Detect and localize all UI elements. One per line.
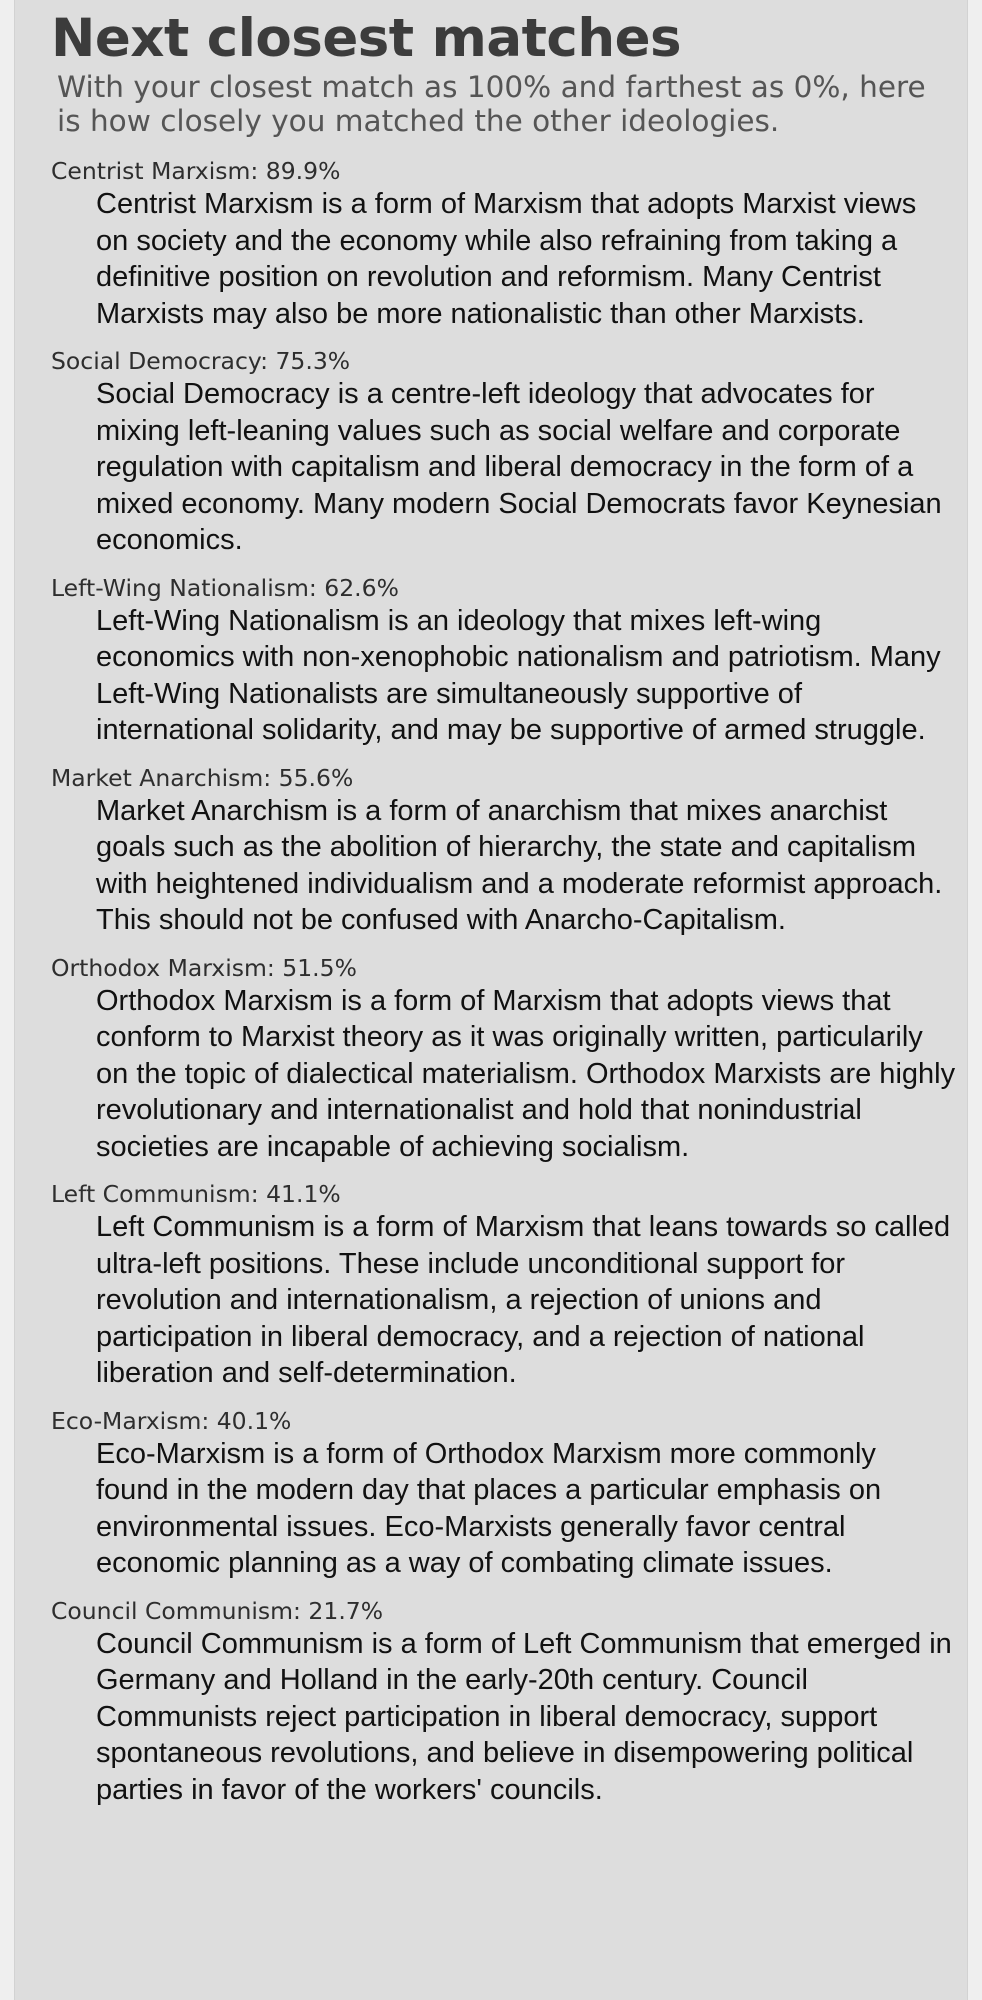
match-item-centrist-marxism (51, 156, 951, 332)
results-content (51, 8, 956, 1822)
match-description: Council Communism is a form of Left Communism that emerged in Germany and Holland in the early-20th century. Council Communists reject participation in liberal democracy, support spontaneous revolutions, and believe in disempowering political parties in favor of the workers' councils. (96, 1627, 952, 1806)
match-item-eco-marxism (51, 1406, 951, 1582)
match-description: Orthodox Marxism is a form of Marxism that adopts views that conform to Marxist theory as it was originally written, particularily on the topic of dialectical materialism. Orthodox Marxists are highly revolutionary and internationalist and hold that nonindustrial societies are incapable of achieving socialism. (96, 984, 956, 1163)
match-item-left-wing-nationalism (51, 573, 951, 749)
match-item-social-democracy (51, 346, 951, 559)
match-item-market-anarchism (51, 763, 951, 939)
match-item-council-communism (51, 1596, 951, 1809)
match-description: Left Communism is a form of Marxism that leans towards so called ultra-left positions. These include unconditional support for revolution and internationalism, a rejection of unions and participation in liberal democracy, and a rejection of national liberation and self-determination. (96, 1211, 951, 1389)
match-heading: Centrist Marxism: 89.9% (51, 157, 341, 185)
match-description: Centrist Marxism is a form of Marxism that adopts Marxist views on society and the economy while also refraining from taking a definitive position on revolution and reformism. Many Centrist Marxists may also be more nationalistic than other Marxists. (96, 188, 917, 330)
match-heading: Market Anarchism: 55.6% (51, 763, 354, 792)
match-description: Social Democracy is a centre-left ideology that advocates for mixing left-leaning values such as social welfare and corporate regulation with capitalism and liberal democracy in the form of a mixed economy. Many modern Social Democrats favor Keynesian economics. (96, 378, 942, 556)
match-item-left-communism (51, 1179, 951, 1392)
match-list (51, 156, 956, 1808)
match-heading: Left Communism: 41.1% (51, 1180, 341, 1208)
match-heading: Eco-Marxism: 40.1% (51, 1406, 292, 1435)
match-description: Left-Wing Nationalism is an ideology that mixes left-wing economics with non-xenophobic nationalism and patriotism. Many Left-Wing Nationalists are simultaneously supportive of international solidarity, and may be supportive of armed struggle. (96, 604, 941, 746)
match-heading: Council Communism: 21.7% (51, 1596, 384, 1625)
match-heading: Left-Wing Nationalism: 62.6% (51, 573, 399, 602)
results-panel (14, 0, 968, 2000)
page-title: Next closest matches (51, 8, 682, 69)
page-subtitle: With your closest match as 100% and farthest as 0%, here is how closely you matched the other ideologies. (57, 70, 926, 138)
match-description: Market Anarchism is a form of anarchism that mixes anarchist goals such as the abolition of hierarchy, the state and capitalism with heightened individualism and a moderate reformist approach. This should not be confused with Anarcho-Capitalism. (96, 794, 943, 936)
match-item-orthodox-marxism (51, 953, 956, 1166)
match-heading: Social Democracy: 75.3% (51, 347, 351, 375)
match-heading: Orthodox Marxism: 51.5% (51, 953, 357, 982)
match-description: Eco-Marxism is a form of Orthodox Marxism more commonly found in the modern day that places a particular emphasis on environmental issues. Eco-Marxists generally favor central economic planning as a way of combating climate issues. (96, 1437, 882, 1579)
